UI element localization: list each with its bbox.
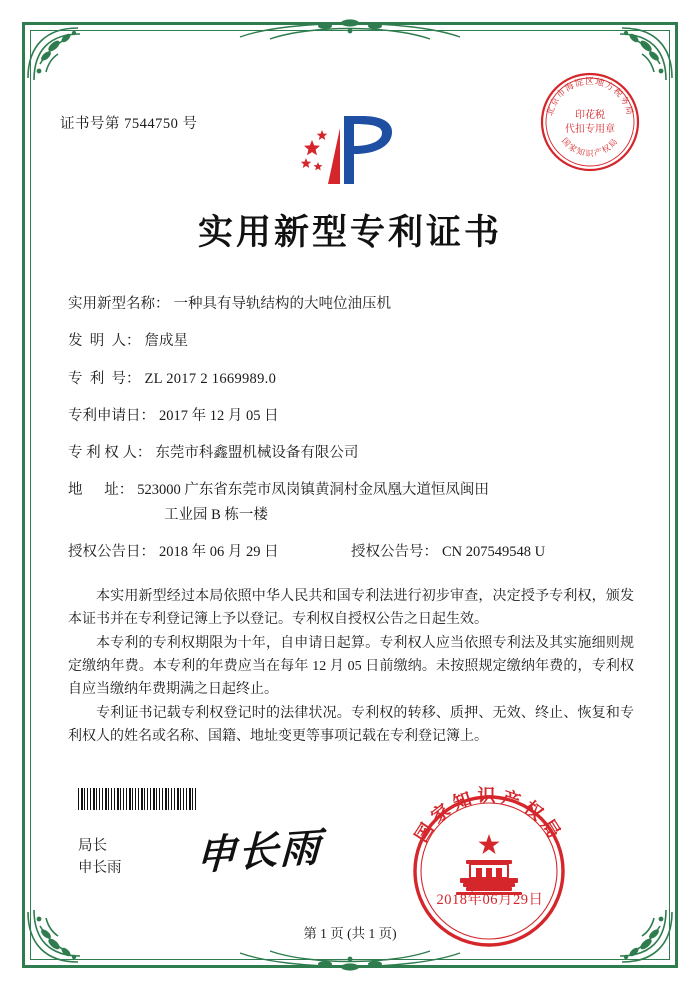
grant-date-group	[68, 542, 351, 564]
address-second-line: 工业园 B 栋一楼	[164, 507, 268, 523]
field-row-patent-number	[68, 369, 634, 391]
page-title: 实用新型专利证书	[197, 212, 502, 253]
certificate-number	[60, 112, 198, 133]
field-label: 专 利 权 人：	[68, 445, 152, 461]
signature-block	[78, 836, 122, 880]
field-label: 发 明 人：	[68, 333, 141, 350]
svg-text:代扣专用章: 代扣专用章	[565, 124, 615, 135]
field-value: 一种具有导轨结构的大吨位油压机	[173, 296, 391, 312]
field-value: CN 207549548 U	[442, 544, 546, 561]
grant-number-group	[351, 542, 634, 564]
legal-text-block	[68, 586, 634, 751]
barcode	[78, 788, 198, 810]
certificate-number-label: 证书号第	[60, 116, 120, 132]
svg-text:国家知识产权局: 国家知识产权局	[559, 135, 621, 158]
field-label: 授权公告日：	[68, 544, 155, 561]
field-label: 专 利 号：	[68, 370, 141, 387]
commissioner-title: 局长	[78, 838, 107, 854]
svg-text:印花税: 印花税	[575, 110, 605, 121]
field-label: 授权公告号：	[351, 544, 438, 561]
field-value: ZL 2017 2 1669989.0	[144, 370, 277, 387]
field-label: 专利申请日：	[68, 407, 155, 424]
field-value: 2018 年 06 月 29 日	[159, 544, 279, 561]
field-label: 实用新型名称：	[68, 296, 170, 312]
field-row-application-date	[68, 406, 634, 428]
paragraph: 专利证书记载专利权登记时的法律状况。专利权的转移、质押、无效、终止、恢复和专利权人的姓名或名称、国籍、地址变更等事项记载在专利登记簿上。	[68, 706, 634, 745]
field-row-patentee	[68, 443, 634, 465]
commissioner-name: 申长雨	[78, 859, 122, 876]
page-number: 第 1 页 (共 1 页)	[303, 926, 397, 941]
seal-date: 2018年06月29日	[436, 892, 544, 908]
handwritten-signature: 申长雨	[195, 823, 323, 880]
svg-text:国家知识产权局: 国家知识产权局	[411, 786, 567, 847]
patent-office-logo-icon	[288, 112, 398, 188]
field-value: 2017 年 12 月 05 日	[159, 407, 279, 424]
field-row-grant	[68, 542, 634, 564]
field-list	[68, 294, 634, 574]
field-value: 523000 广东省东莞市凤岗镇黄洞村金凤凰大道恒凤闽田	[137, 482, 489, 499]
tax-stamp-seal	[538, 70, 642, 174]
field-value: 詹成星	[144, 333, 188, 350]
field-label: 地 址：	[68, 482, 134, 499]
paragraph: 本专利的专利权期限为十年，自申请日起算。专利权人应当依照专利法及其实施细则规定缴纳年费。本专利的年费应当在每年 12 月 05 日前缴纳。未按照规定缴纳年费的，专利权自应当缴纳年费期满之日起终止。	[68, 636, 634, 697]
field-row-utility-model-name	[68, 294, 634, 316]
paragraph: 本实用新型经过本局依照中华人民共和国专利法进行初步审查，决定授予专利权，颁发本证书并在专利登记簿上予以登记。专利权自授权公告之日起生效。	[68, 589, 634, 627]
field-row-inventor	[68, 331, 634, 353]
certificate-number-value: 7544750 号	[124, 116, 198, 132]
field-row-address	[68, 480, 634, 502]
field-value: 东莞市科鑫盟机械设备有限公司	[155, 445, 359, 461]
svg-text:北京市海淀区地方税务局: 北京市海淀区地方税务局	[545, 77, 635, 118]
